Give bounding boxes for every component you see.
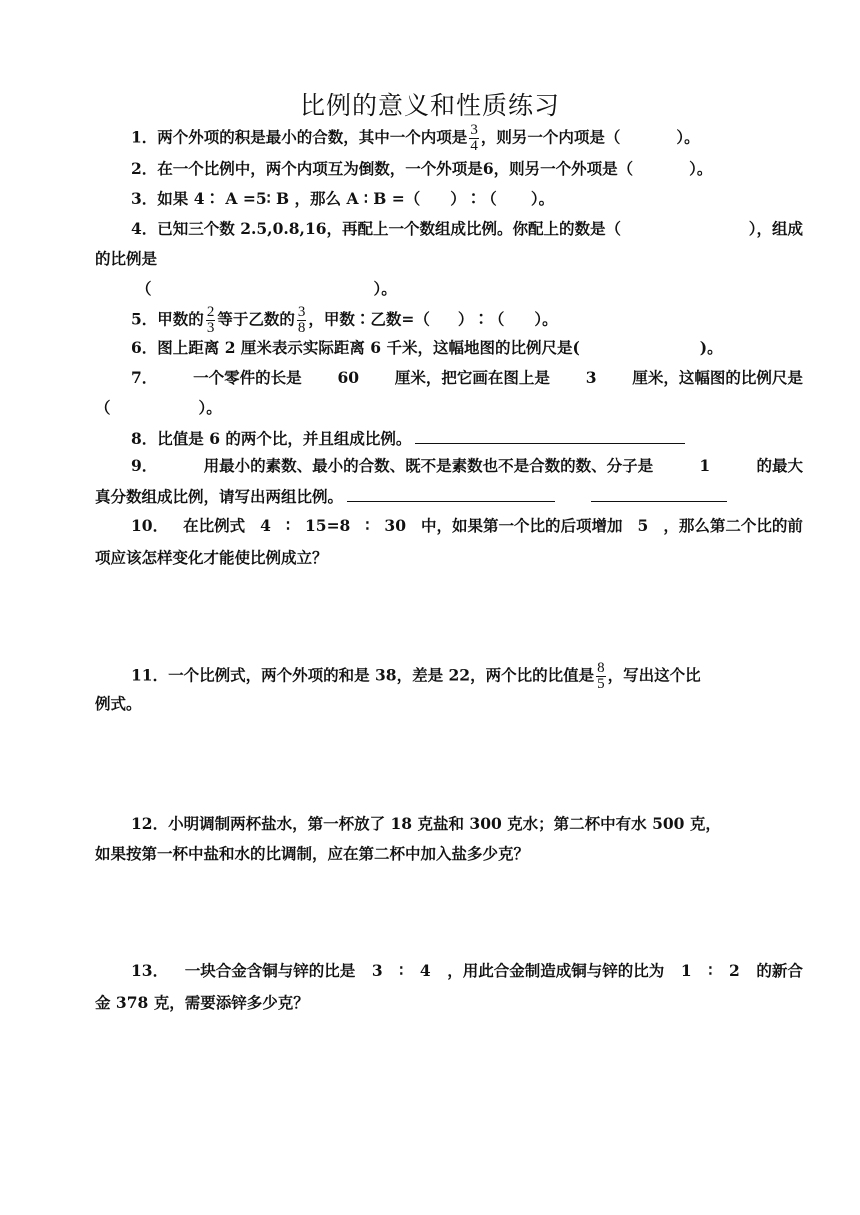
answer-line-2[interactable] xyxy=(591,485,727,502)
question-5: 5．甲数的 $\frac{2}{3}$ 等于乙数的 $\frac{3}{8}$ ，甲数∶乙数=（ ）∶（ ）。 xyxy=(131,304,558,336)
question-13: 13． 一块合金含铜与锌的比是 3 ∶ 4 ，用此合金制造成铜与锌的比为 1 ∶ 2 的新合 xyxy=(131,961,803,980)
question-number: 1． xyxy=(131,127,158,147)
question-4: 4．已知三个数 2.5,0.8,16，再配上一个数组成比例。你配上的数是（ ），组成 xyxy=(131,219,803,238)
question-9-cont: 真分数组成比例，请写出两组比例。 xyxy=(95,485,767,508)
question-1: 1．两个外项的积是最小的合数，其中一个内项是 $\frac{3}{4}$ ，则另一个内项是（ ）。 xyxy=(131,122,700,154)
fraction: $\frac{2}{3}$ xyxy=(206,304,215,336)
fraction: $\frac{3}{8}$ xyxy=(297,304,306,336)
question-2: 2．在一个比例中，两个内项互为倒数，一个外项是6，则另一个外项是（ ）。 xyxy=(131,159,713,178)
question-13-cont: 金 378 克，需要添锌多少克？ xyxy=(95,993,309,1012)
question-9: 9． 用最小的素数、最小的合数、既不是素数也不是合数的数、分子是 1 的最大 xyxy=(131,456,803,475)
question-12-cont: 如果按第一杯中盐和水的比调制，应在第二杯中加入盐多少克？ xyxy=(95,844,530,863)
question-3: 3．如果 4∶ A =5∶ B ，那么 A ∶ B =（ ）∶（ ）。 xyxy=(131,189,555,208)
question-11-cont: 例式。 xyxy=(95,694,142,713)
question-4-answer: （ ）。 xyxy=(136,279,397,298)
answer-line-1[interactable] xyxy=(347,485,555,502)
question-12: 12．小明调制两杯盐水，第一杯放了 18 克盐和 300 克水；第二杯中有水 500 克， xyxy=(131,814,721,833)
page-title: 比例的意义和性质练习 xyxy=(299,91,560,120)
fraction: $\frac{8}{5}$ xyxy=(597,660,605,692)
question-10-cont: 项应该怎样变化才能使比例成立？ xyxy=(95,548,328,567)
answer-line[interactable] xyxy=(415,427,685,444)
fraction: $\frac{3}{4}$ xyxy=(470,122,478,154)
question-4-cont: 的比例是 xyxy=(95,249,158,268)
question-6: 6．图上距离 2 厘米表示实际距离 6 千米，这幅地图的比例尺是( )。 xyxy=(131,338,723,357)
question-8: 8．比值是 6 的两个比，并且组成比例。 xyxy=(95,427,803,450)
question-7-answer: （ ）。 xyxy=(95,398,222,417)
question-7: 7． 一个零件的长是 60 厘米，把它画在图上是 3 厘米，这幅图的比例尺是 xyxy=(131,368,803,387)
question-11: 11．一个比例式，两个外项的和是 38，差是 22，两个比的比值是 $\frac{8}{5}$ ，写出这个比 xyxy=(131,660,701,692)
question-10: 10． 在比例式 4 ∶ 15=8 ∶ 30 中，如果第一个比的后项增加 5 ，那么第二个比的前 xyxy=(131,516,803,535)
